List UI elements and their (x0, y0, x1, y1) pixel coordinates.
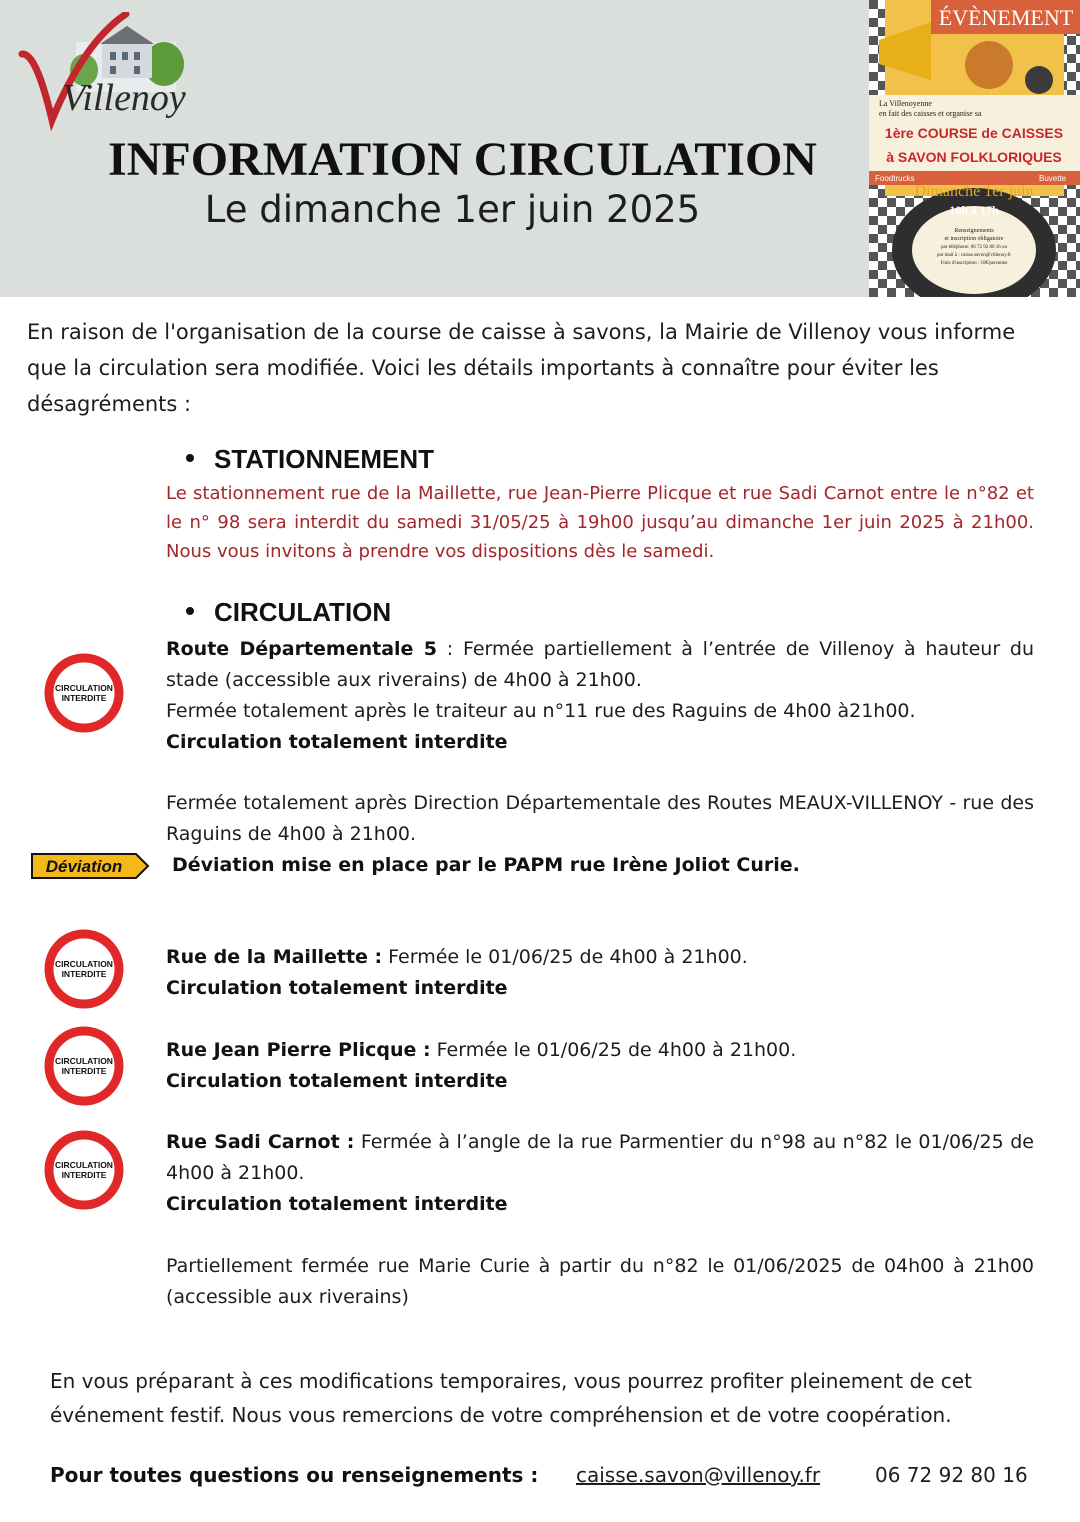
footer-label: Pour toutes questions ou renseignements : (50, 1463, 539, 1487)
no-traffic-sign-icon (44, 929, 124, 1009)
maillette-bold: Circulation totalement interdite (166, 977, 508, 999)
carnot-text: Fermée à l’angle de la rue Parmentier du n°98 au n°82 le 01/06/25 de 4h00 à 21h00. (166, 1131, 1034, 1184)
plicque-name: Rue Jean Pierre Plicque : (166, 1039, 431, 1061)
svg-text:10h à 17h: 10h à 17h (949, 203, 999, 217)
rd5-line2: Fermée totalement après le traiteur au n°11 rue des Raguins de 4h00 à21h00. (166, 700, 916, 722)
closing-paragraph: En vous préparant à ces modifications temporaires, vous pourrez profiter pleinement de cet événement festif. Nous vous remercions de votre compréhension et de votre coopération. (50, 1369, 972, 1427)
svg-text:1ère COURSE de CAISSES: 1ère COURSE de CAISSES (884, 125, 1064, 141)
event-poster (869, 0, 1080, 297)
svg-text:CIRCULATION: CIRCULATION (55, 1056, 113, 1066)
deviation-sign-icon (30, 852, 150, 880)
svg-text:ÉVÈNEMENT: ÉVÈNEMENT (938, 5, 1074, 30)
contact-phone: 06 72 92 80 16 (875, 1463, 1028, 1487)
svg-text:et inscription obligatoire: et inscription obligatoire (944, 236, 1004, 242)
bullet-dot (186, 454, 194, 462)
svg-text:Déviation: Déviation (45, 857, 123, 876)
plicque-paragraph (166, 1035, 1034, 1066)
header-band (0, 0, 1080, 297)
rd5-paragraph (166, 634, 1034, 696)
stationnement-heading: STATIONNEMENT (186, 444, 434, 475)
plicque-bold: Circulation totalement interdite (166, 1070, 508, 1092)
circulation-heading: CIRCULATION (186, 597, 391, 628)
villenoy-logo (14, 12, 192, 137)
rd5-text: : Fermée partiellement à l’entrée de Villenoy à hauteur du stade (accessible aux riverains) de 4h00 à 21h00. (166, 638, 1034, 691)
svg-text:Renseignements: Renseignements (954, 228, 994, 234)
rd5-deviation: Déviation mise en place par le PAPM rue Irène Joliot Curie. (172, 854, 800, 876)
rd5-name: Route Départementale 5 (166, 638, 438, 660)
carnot-paragraph (166, 1127, 1034, 1189)
svg-text:par téléphone: 06 72 92 80 16: par téléphone: 06 72 92 80 16 ou (941, 245, 1007, 250)
svg-text:Villenoy: Villenoy (62, 77, 186, 119)
svg-text:Dimanche 1er juin: Dimanche 1er juin (914, 183, 1034, 200)
svg-text:CIRCULATION: CIRCULATION (55, 683, 113, 693)
rd5-bold: Circulation totalement interdite (166, 731, 508, 753)
page-title: INFORMATION CIRCULATION (108, 133, 817, 186)
no-traffic-sign-icon (44, 653, 124, 733)
svg-text:par mail à : caisse.savon@vill: par mail à : caisse.savon@villenoy.fr (937, 253, 1011, 258)
svg-text:INTERDITE: INTERDITE (61, 969, 107, 979)
maillette-name: Rue de la Maillette : (166, 946, 383, 968)
no-traffic-sign-icon (44, 1130, 124, 1210)
svg-text:Buvette: Buvette (1039, 174, 1067, 183)
maillette-paragraph (166, 942, 1034, 973)
page-subtitle: Le dimanche 1er juin 2025 (204, 188, 701, 231)
maillette-text: Fermée le 01/06/25 de 4h00 à 21h00. (382, 946, 748, 968)
no-traffic-sign-icon (44, 1026, 124, 1106)
svg-text:Foodtrucks: Foodtrucks (875, 174, 915, 183)
plicque-text: Fermée le 01/06/25 de 4h00 à 21h00. (430, 1039, 797, 1061)
svg-text:La Villenoyenne: La Villenoyenne (879, 99, 932, 108)
svg-text:CIRCULATION: CIRCULATION (55, 959, 113, 969)
stationnement-text: Le stationnement rue de la Maillette, rue Jean-Pierre Plicque et rue Sadi Carnot entre le n°82 et le n° 98 sera interdit du samedi 31/05/25 à 19h00 jusqu’au dimanche 1er juin 2025 à 21h00. Nous vous invitons à prendre vos dispositions dès le samedi. (166, 483, 1034, 562)
carnot-bold: Circulation totalement interdite (166, 1193, 508, 1215)
bullet-dot (186, 607, 194, 615)
carnot-name: Rue Sadi Carnot : (166, 1131, 355, 1153)
intro-paragraph: En raison de l'organisation de la course de caisse à savons, la Mairie de Villenoy vous informe que la circulation sera modifiée. Voici les détails importants à connaître pour éviter les désagréments : (27, 320, 1016, 416)
svg-text:INTERDITE: INTERDITE (61, 1170, 107, 1180)
svg-text:CIRCULATION: CIRCULATION (55, 1160, 113, 1170)
svg-text:Frais d'inscription : 10€/pers: Frais d'inscription : 10€/personne (940, 261, 1008, 266)
svg-text:INTERDITE: INTERDITE (61, 1066, 107, 1076)
carnot-extra: Partiellement fermée rue Marie Curie à partir du n°82 le 01/06/2025 de 04h00 à 21h00 (accessible aux riverains) (166, 1255, 1034, 1308)
svg-text:INTERDITE: INTERDITE (61, 693, 107, 703)
svg-text:en fait des caisses et organis: en fait des caisses et organise sa (879, 109, 982, 118)
rd5-line3: Fermée totalement après Direction Départementale des Routes MEAUX-VILLENOY - rue des Raguins de 4h00 à 21h00. (166, 792, 1034, 845)
svg-text:à SAVON FOLKLORIQUES: à SAVON FOLKLORIQUES (886, 149, 1062, 165)
contact-email-link[interactable]: caisse.savon@villenoy.fr (576, 1463, 821, 1487)
